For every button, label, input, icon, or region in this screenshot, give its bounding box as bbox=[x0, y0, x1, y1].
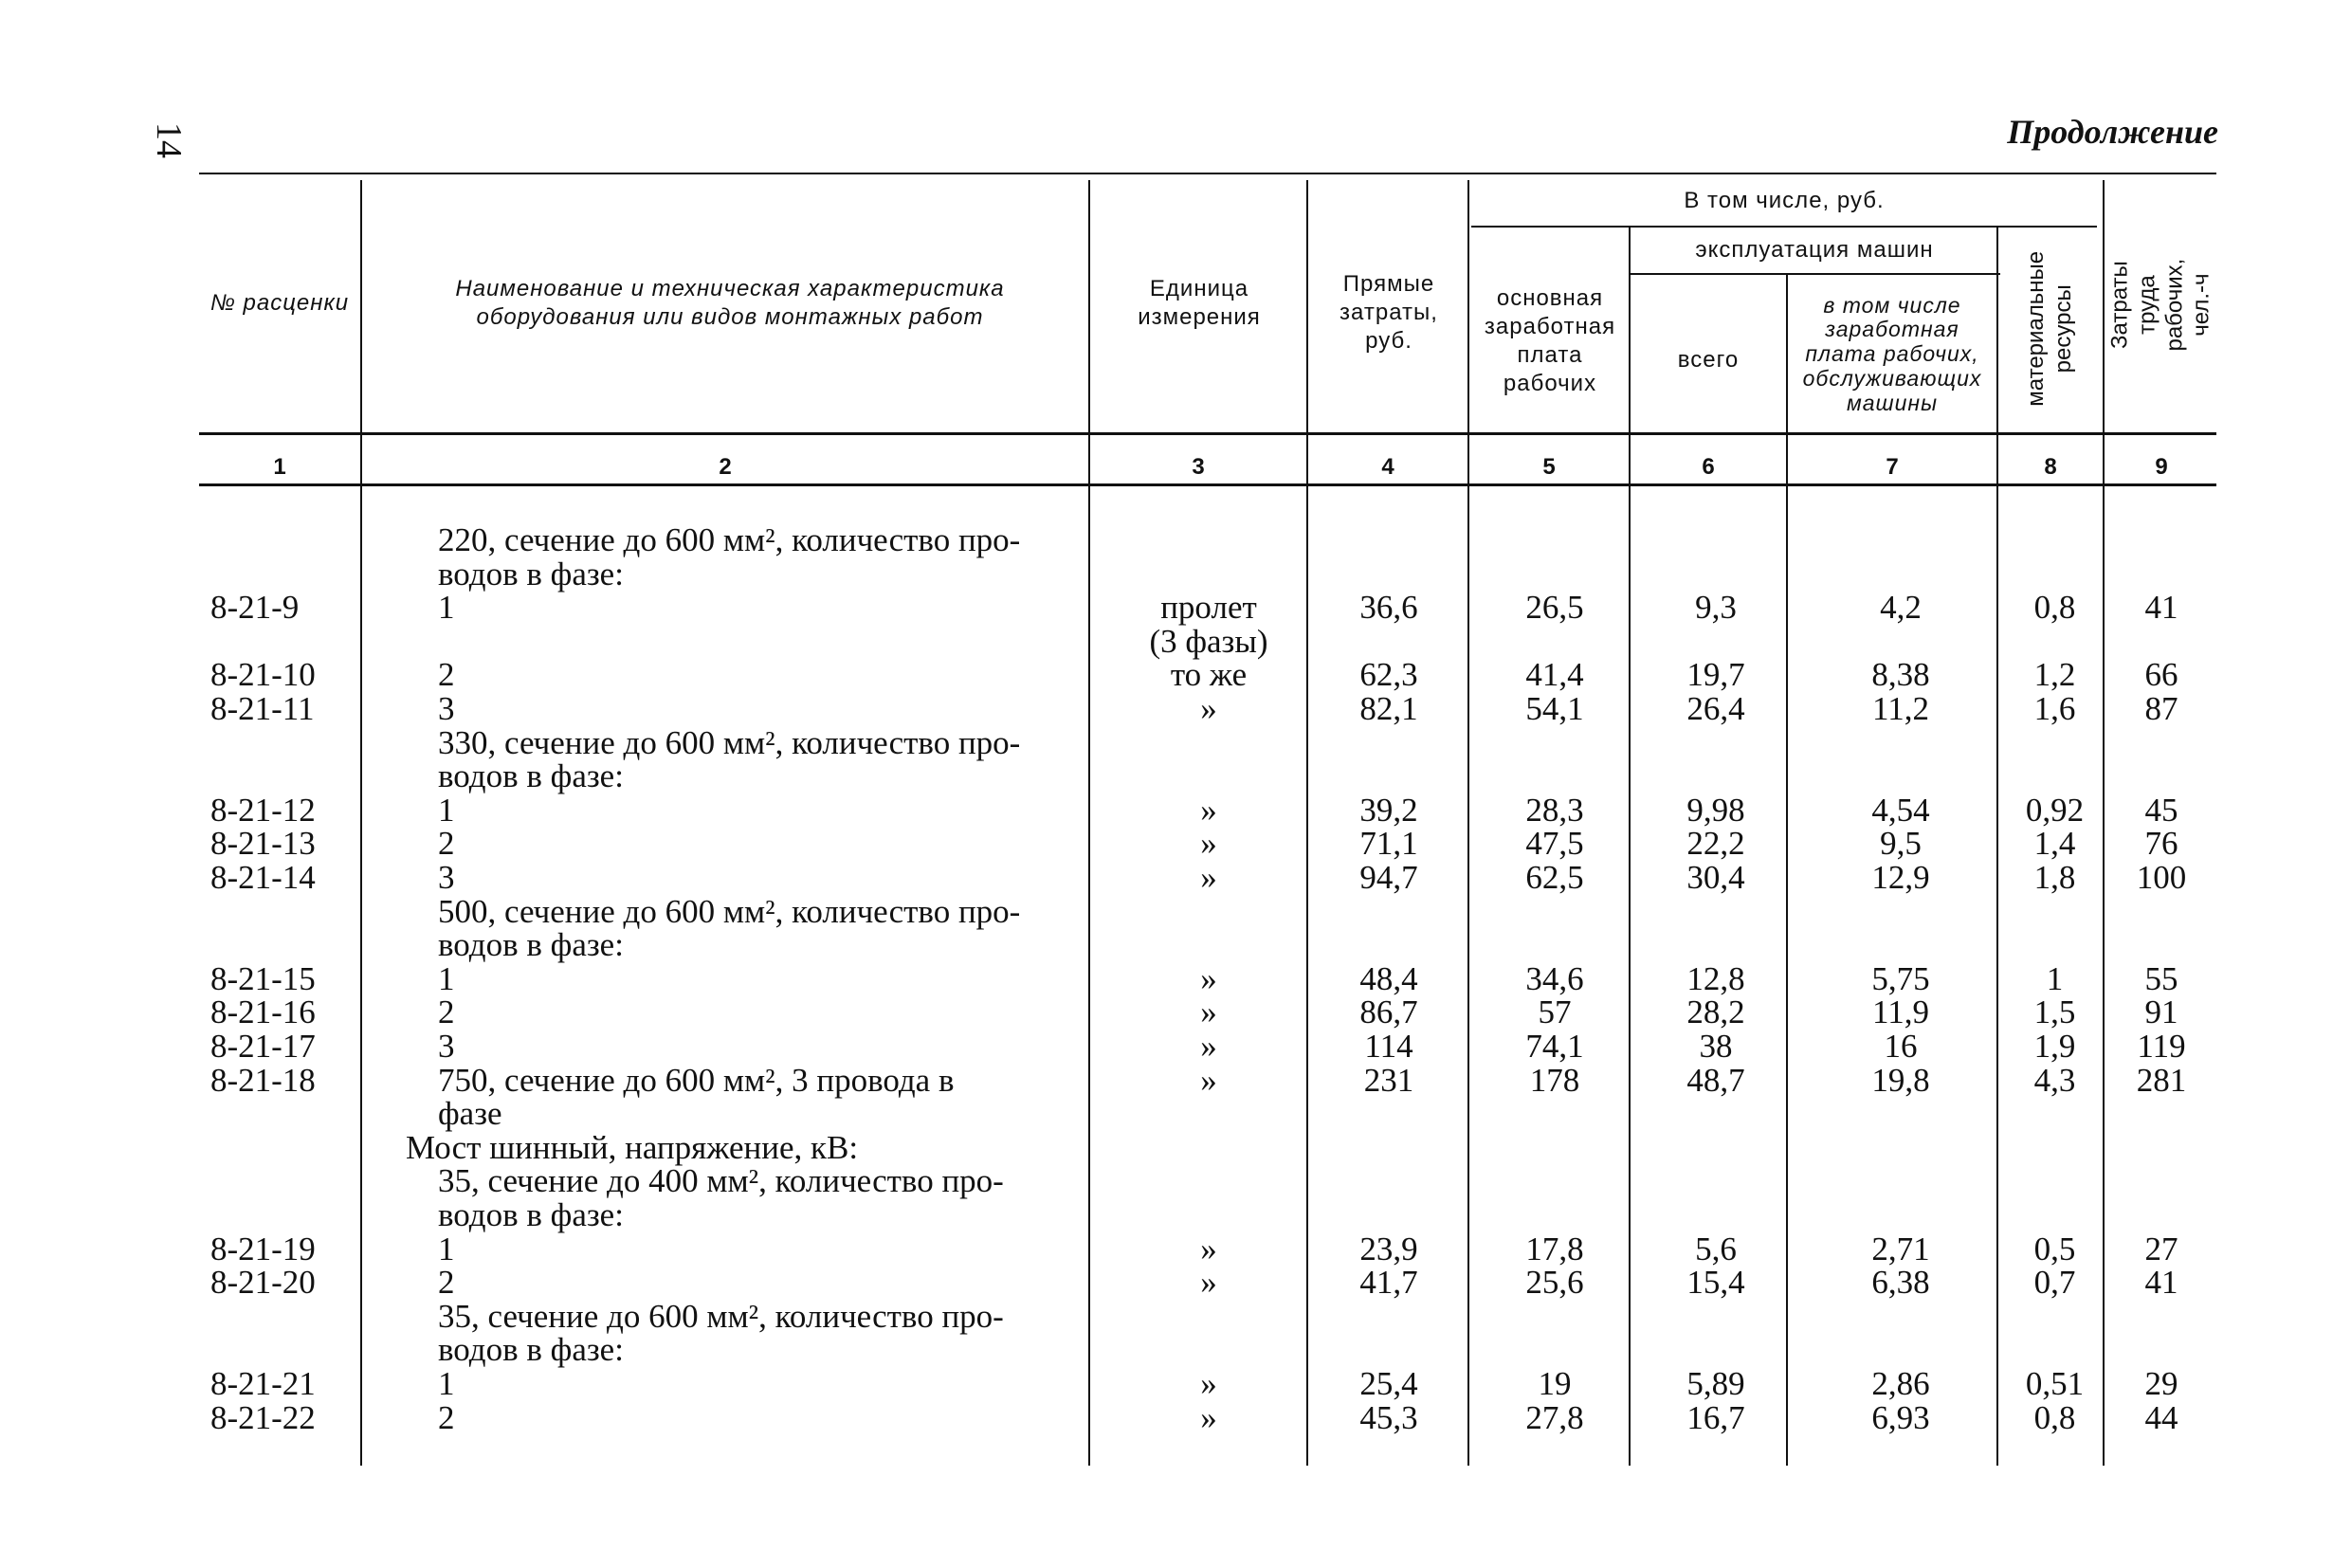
row-description: 1 bbox=[438, 1230, 455, 1267]
row-machine-wage: 16 bbox=[1884, 1028, 1918, 1065]
row-description: 2 bbox=[438, 994, 455, 1031]
table-row bbox=[0, 1128, 2351, 1166]
row-machine-wage: 19,8 bbox=[1871, 1061, 1930, 1099]
row-machine-wage: 6,38 bbox=[1871, 1264, 1930, 1302]
table-row bbox=[0, 759, 2351, 793]
row-code: 8-21-13 bbox=[210, 825, 316, 863]
table-row bbox=[0, 1030, 2351, 1064]
row-materials: 0,8 bbox=[2033, 589, 2076, 627]
row-materials: 1,8 bbox=[2033, 859, 2076, 896]
row-materials: 1,6 bbox=[2033, 690, 2076, 727]
row-materials: 1,4 bbox=[2033, 825, 2076, 863]
row-machines-total: 9,3 bbox=[1695, 589, 1737, 627]
row-description: водов в фазе: bbox=[438, 1196, 624, 1233]
row-materials: 1,9 bbox=[2033, 1028, 2076, 1065]
header-direct-costs: Прямые затраты, руб. bbox=[1340, 271, 1438, 354]
header-labor bbox=[2106, 180, 2216, 430]
row-direct-costs: 71,1 bbox=[1359, 825, 1418, 863]
header-including: В том числе, руб. bbox=[1684, 188, 1885, 213]
page-number: 14 bbox=[149, 122, 189, 158]
table-row bbox=[0, 1367, 2351, 1401]
row-code: 8-21-16 bbox=[210, 994, 316, 1031]
colnum-5: 5 bbox=[1542, 454, 1556, 480]
colnum-3: 3 bbox=[1192, 454, 1205, 480]
row-code: 8-21-15 bbox=[210, 959, 316, 997]
row-direct-costs: 48,4 bbox=[1359, 959, 1418, 997]
row-materials: 0,51 bbox=[2025, 1365, 2085, 1402]
row-base-wage: 41,4 bbox=[1525, 656, 1584, 694]
row-labor: 27 bbox=[2144, 1230, 2178, 1267]
row-materials: 1,2 bbox=[2033, 656, 2076, 694]
row-direct-costs: 41,7 bbox=[1359, 1264, 1418, 1302]
row-description: 330, сечение до 600 мм², количество про- bbox=[438, 723, 1021, 761]
row-description: 35, сечение до 600 мм², количество про- bbox=[438, 1297, 1004, 1335]
table-row bbox=[0, 861, 2351, 895]
row-labor: 29 bbox=[2144, 1365, 2178, 1402]
row-labor: 41 bbox=[2144, 1264, 2178, 1302]
row-machines-total: 26,4 bbox=[1686, 690, 1745, 727]
table-row bbox=[0, 1333, 2351, 1367]
table-row bbox=[0, 692, 2351, 726]
row-base-wage: 74,1 bbox=[1525, 1028, 1584, 1065]
row-description: водов в фазе: bbox=[438, 757, 624, 795]
header-bottom-rule bbox=[199, 432, 2216, 435]
row-direct-costs: 94,7 bbox=[1359, 859, 1418, 896]
header-machines-total: всего bbox=[1677, 347, 1740, 373]
row-machines-total: 19,7 bbox=[1686, 656, 1745, 694]
row-code: 8-21-14 bbox=[210, 859, 316, 896]
row-direct-costs: 23,9 bbox=[1359, 1230, 1418, 1267]
row-unit: » bbox=[1200, 994, 1217, 1031]
table-row bbox=[0, 557, 2351, 592]
row-description: 2 bbox=[438, 825, 455, 863]
row-unit: (3 фазы) bbox=[1149, 622, 1268, 660]
colnum-7: 7 bbox=[1886, 454, 1899, 480]
row-materials: 1,5 bbox=[2033, 994, 2076, 1031]
table-row bbox=[0, 1097, 2351, 1131]
row-machines-total: 16,7 bbox=[1686, 1398, 1745, 1436]
row-labor: 281 bbox=[2136, 1061, 2187, 1099]
row-direct-costs: 39,2 bbox=[1359, 791, 1418, 829]
row-direct-costs: 45,3 bbox=[1359, 1398, 1418, 1436]
table-row bbox=[0, 622, 2351, 660]
row-base-wage: 178 bbox=[1529, 1061, 1580, 1099]
colnum-8: 8 bbox=[2044, 454, 2057, 480]
row-labor: 119 bbox=[2137, 1028, 2186, 1065]
table-row bbox=[0, 995, 2351, 1030]
colnum-4: 4 bbox=[1381, 454, 1394, 480]
row-code: 8-21-11 bbox=[210, 690, 315, 727]
row-base-wage: 27,8 bbox=[1525, 1398, 1584, 1436]
row-machine-wage: 6,93 bbox=[1871, 1398, 1930, 1436]
row-machines-total: 30,4 bbox=[1686, 859, 1745, 896]
row-unit: » bbox=[1200, 1365, 1217, 1402]
row-description: Мост шинный, напряжение, кВ: bbox=[406, 1128, 859, 1166]
colnum-2: 2 bbox=[719, 454, 732, 480]
table-row bbox=[0, 928, 2351, 962]
row-labor: 45 bbox=[2144, 791, 2178, 829]
row-unit: » bbox=[1200, 1061, 1217, 1099]
row-unit: » bbox=[1200, 1398, 1217, 1436]
row-base-wage: 57 bbox=[1538, 994, 1572, 1031]
row-description: 2 bbox=[438, 656, 455, 694]
row-base-wage: 47,5 bbox=[1525, 825, 1584, 863]
row-direct-costs: 231 bbox=[1363, 1061, 1414, 1099]
row-unit: » bbox=[1200, 859, 1217, 896]
table-row bbox=[0, 723, 2351, 761]
row-machines-total: 15,4 bbox=[1686, 1264, 1745, 1302]
row-labor: 91 bbox=[2144, 994, 2178, 1031]
row-machine-wage: 4,2 bbox=[1880, 589, 1922, 627]
row-unit: » bbox=[1200, 1230, 1217, 1267]
table-row bbox=[0, 523, 2351, 557]
table-row bbox=[0, 1198, 2351, 1232]
table-row bbox=[0, 1164, 2351, 1198]
row-machine-wage: 2,71 bbox=[1871, 1230, 1930, 1267]
row-machines-total: 28,2 bbox=[1686, 994, 1745, 1031]
table-row bbox=[0, 793, 2351, 828]
row-base-wage: 28,3 bbox=[1525, 791, 1584, 829]
header-materials bbox=[2000, 228, 2101, 430]
row-machines-total: 38 bbox=[1699, 1028, 1733, 1065]
row-description: 3 bbox=[438, 859, 455, 896]
row-unit: » bbox=[1200, 1264, 1217, 1302]
row-machines-total: 5,6 bbox=[1695, 1230, 1737, 1267]
header-materials-text: материальные ресурсы bbox=[2023, 251, 2077, 407]
row-unit: пролет bbox=[1160, 589, 1257, 627]
header-machine-operators-wage: в том числе заработная плата рабочих, обслуживающих машины bbox=[1802, 292, 1982, 415]
header-labor-text: Затраты труда рабочих, чел.-ч bbox=[2106, 259, 2214, 352]
row-description: 1 bbox=[438, 959, 455, 997]
row-machine-wage: 5,75 bbox=[1871, 959, 1930, 997]
row-machine-wage: 11,2 bbox=[1872, 690, 1929, 727]
row-base-wage: 17,8 bbox=[1525, 1230, 1584, 1267]
colnum-9: 9 bbox=[2155, 454, 2168, 480]
row-materials: 1 bbox=[2046, 959, 2064, 997]
row-labor: 87 bbox=[2144, 690, 2178, 727]
row-direct-costs: 36,6 bbox=[1359, 589, 1418, 627]
colnum-6: 6 bbox=[1702, 454, 1715, 480]
row-unit: » bbox=[1200, 959, 1217, 997]
row-labor: 44 bbox=[2144, 1398, 2178, 1436]
row-base-wage: 54,1 bbox=[1525, 690, 1584, 727]
row-unit: » bbox=[1200, 825, 1217, 863]
row-machine-wage: 11,9 bbox=[1872, 994, 1929, 1031]
header-base-wage: основная заработная плата рабочих bbox=[1484, 285, 1616, 396]
row-code: 8-21-17 bbox=[210, 1028, 316, 1065]
row-machine-wage: 9,5 bbox=[1880, 825, 1922, 863]
row-code: 8-21-22 bbox=[210, 1398, 316, 1436]
row-labor: 41 bbox=[2144, 589, 2178, 627]
row-description: водов в фазе: bbox=[438, 926, 624, 964]
header-machines: эксплуатация машин bbox=[1695, 237, 1934, 263]
row-code: 8-21-9 bbox=[210, 589, 300, 627]
row-machine-wage: 2,86 bbox=[1871, 1365, 1930, 1402]
row-code: 8-21-12 bbox=[210, 791, 316, 829]
header-unit: Единица измерения bbox=[1138, 276, 1261, 330]
row-machine-wage: 12,9 bbox=[1871, 859, 1930, 896]
row-unit: » bbox=[1200, 791, 1217, 829]
row-description: 1 bbox=[438, 1365, 455, 1402]
row-code: 8-21-10 bbox=[210, 656, 316, 694]
table-top-rule bbox=[199, 173, 2216, 174]
row-description: 3 bbox=[438, 690, 455, 727]
table-row bbox=[0, 892, 2351, 930]
row-description: 1 bbox=[438, 589, 455, 627]
table-row bbox=[0, 1266, 2351, 1300]
row-code: 8-21-19 bbox=[210, 1230, 316, 1267]
table-row bbox=[0, 1061, 2351, 1099]
row-machines-total: 48,7 bbox=[1686, 1061, 1745, 1099]
row-description: водов в фазе: bbox=[438, 555, 624, 593]
row-description: фазе bbox=[438, 1095, 502, 1133]
row-machines-total: 22,2 bbox=[1686, 825, 1745, 863]
colnum-1: 1 bbox=[273, 454, 286, 480]
row-code: 8-21-18 bbox=[210, 1061, 316, 1099]
row-code: 8-21-20 bbox=[210, 1264, 316, 1302]
row-code: 8-21-21 bbox=[210, 1365, 316, 1402]
row-description: 2 bbox=[438, 1264, 455, 1302]
row-base-wage: 34,6 bbox=[1525, 959, 1584, 997]
row-base-wage: 19 bbox=[1538, 1365, 1572, 1402]
row-unit: » bbox=[1200, 690, 1217, 727]
row-unit: то же bbox=[1170, 656, 1248, 694]
continued-label: Продолжение bbox=[2007, 113, 2218, 151]
row-description: 3 bbox=[438, 1028, 455, 1065]
row-direct-costs: 82,1 bbox=[1359, 690, 1418, 727]
row-description: 2 bbox=[438, 1398, 455, 1436]
row-unit: » bbox=[1200, 1028, 1217, 1065]
row-machines-total: 12,8 bbox=[1686, 959, 1745, 997]
row-machine-wage: 4,54 bbox=[1871, 791, 1930, 829]
machines-rule bbox=[1631, 273, 2000, 275]
header-description: Наименование и техническая характеристика оборудования или видов монтажных работ bbox=[455, 276, 1005, 330]
header-code: № расценки bbox=[210, 290, 350, 316]
row-description: 500, сечение до 600 мм², количество про- bbox=[438, 892, 1021, 930]
row-description: 1 bbox=[438, 791, 455, 829]
row-labor: 76 bbox=[2144, 825, 2178, 863]
row-direct-costs: 86,7 bbox=[1359, 994, 1418, 1031]
row-labor: 66 bbox=[2144, 656, 2178, 694]
table-row bbox=[0, 827, 2351, 861]
row-materials: 4,3 bbox=[2033, 1061, 2076, 1099]
row-labor: 55 bbox=[2144, 959, 2178, 997]
row-machine-wage: 8,38 bbox=[1871, 656, 1930, 694]
row-direct-costs: 25,4 bbox=[1359, 1365, 1418, 1402]
colnum-bottom-rule bbox=[199, 483, 2216, 486]
row-direct-costs: 62,3 bbox=[1359, 656, 1418, 694]
row-direct-costs: 114 bbox=[1364, 1028, 1413, 1065]
row-base-wage: 26,5 bbox=[1525, 589, 1584, 627]
table-row bbox=[0, 1297, 2351, 1335]
table-row bbox=[0, 959, 2351, 997]
row-materials: 0,8 bbox=[2033, 1398, 2076, 1436]
row-description: 220, сечение до 600 мм², количество про- bbox=[438, 521, 1021, 558]
row-machines-total: 9,98 bbox=[1686, 791, 1745, 829]
row-machines-total: 5,89 bbox=[1686, 1365, 1745, 1402]
table-row bbox=[0, 1232, 2351, 1267]
row-description: водов в фазе: bbox=[438, 1331, 624, 1369]
row-base-wage: 62,5 bbox=[1525, 859, 1584, 896]
row-materials: 0,92 bbox=[2025, 791, 2085, 829]
row-materials: 0,5 bbox=[2033, 1230, 2076, 1267]
table-row bbox=[0, 658, 2351, 692]
row-materials: 0,7 bbox=[2033, 1264, 2076, 1302]
table-row bbox=[0, 591, 2351, 625]
table-row bbox=[0, 1398, 2351, 1436]
row-base-wage: 25,6 bbox=[1525, 1264, 1584, 1302]
row-description: 750, сечение до 600 мм², 3 провода в bbox=[438, 1061, 955, 1099]
row-description: 35, сечение до 400 мм², количество про- bbox=[438, 1162, 1004, 1200]
row-labor: 100 bbox=[2136, 859, 2187, 896]
